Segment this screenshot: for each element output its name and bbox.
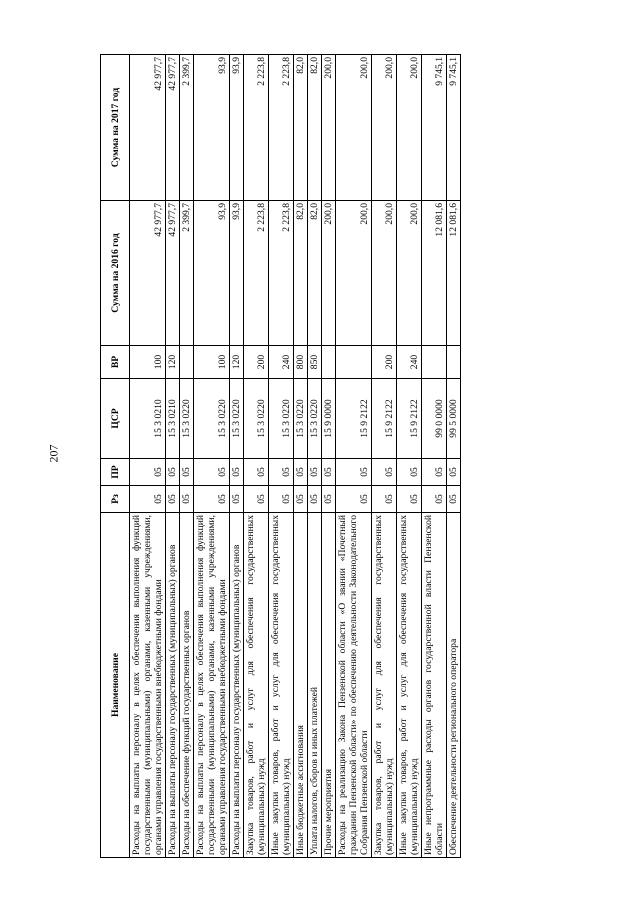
cell-pr: 05	[308, 459, 322, 486]
cell-vr: 100	[130, 346, 166, 379]
cell-pr: 05	[244, 459, 269, 486]
cell-sum-2016: 200,0	[372, 201, 397, 346]
cell-sum-2016: 2 223,8	[269, 201, 294, 346]
cell-name: Закупка товаров, работ и услуг для обеспечения государственных (муниципальных) нужд	[372, 513, 397, 858]
table-row	[397, 55, 422, 858]
cell-sum-2017: 42 977,7	[166, 55, 180, 201]
cell-csr: 15 3 0210	[166, 379, 180, 459]
cell-sum-2016: 82,0	[308, 201, 322, 346]
cell-csr: 99 0 0000	[422, 379, 447, 459]
cell-sum-2017: 82,0	[294, 55, 308, 201]
cell-name: Расходы на выплаты персоналу в целях обеспечения выполнения функций государственными (муниципальными) органами, казенными учреждениями, органами управления государственными внебюджетными фондами	[130, 513, 166, 858]
cell-sum-2017: 200,0	[397, 55, 422, 201]
cell-vr	[422, 346, 447, 379]
cell-vr	[180, 346, 194, 379]
cell-sum-2016: 200,0	[336, 201, 372, 346]
cell-pr: 05	[372, 459, 397, 486]
cell-csr: 15 3 0220	[230, 379, 244, 459]
table-row	[372, 55, 397, 858]
cell-rz: 05	[130, 486, 166, 513]
header-csr: ЦСР	[101, 379, 130, 459]
cell-name: Иные непрограммные расходы органов государственной власти Пензенской области	[422, 513, 447, 858]
cell-pr: 05	[422, 459, 447, 486]
header-pr: ПР	[101, 459, 130, 486]
cell-vr: 850	[308, 346, 322, 379]
cell-name: Расходы на выплаты персоналу в целях обеспечения выполнения функций государственными (муниципальными) органами, казенными учреждениями, органами управления государственными внебюджетными фондами	[194, 513, 230, 858]
cell-vr: 120	[166, 346, 180, 379]
table-row	[244, 55, 269, 858]
cell-csr: 15 9 2122	[336, 379, 372, 459]
table-row	[447, 55, 461, 858]
cell-sum-2016: 2 399,7	[180, 201, 194, 346]
cell-rz: 05	[397, 486, 422, 513]
cell-sum-2017: 9 745,1	[422, 55, 447, 201]
cell-rz: 05	[194, 486, 230, 513]
table-row	[336, 55, 372, 858]
table-row	[269, 55, 294, 858]
cell-name: Прочие мероприятия	[322, 513, 336, 858]
cell-name: Иные бюджетные ассигнования	[294, 513, 308, 858]
rotated-table-wrapper	[100, 55, 540, 858]
cell-csr: 99 5 0000	[447, 379, 461, 459]
cell-rz: 05	[308, 486, 322, 513]
cell-pr: 05	[447, 459, 461, 486]
cell-sum-2016: 2 223,8	[244, 201, 269, 346]
cell-sum-2016: 42 977,7	[166, 201, 180, 346]
cell-name: Уплата налогов, сборов и иных платежей	[308, 513, 322, 858]
cell-pr: 05	[166, 459, 180, 486]
cell-sum-2017: 93,9	[230, 55, 244, 201]
cell-csr: 15 3 0220	[180, 379, 194, 459]
cell-rz: 05	[372, 486, 397, 513]
cell-pr: 05	[230, 459, 244, 486]
cell-pr: 05	[269, 459, 294, 486]
cell-rz: 05	[294, 486, 308, 513]
table-header-row	[101, 55, 130, 858]
cell-vr: 200	[372, 346, 397, 379]
cell-vr	[447, 346, 461, 379]
cell-rz: 05	[230, 486, 244, 513]
cell-csr: 15 9 2122	[372, 379, 397, 459]
cell-vr: 240	[269, 346, 294, 379]
cell-csr: 15 9 2122	[397, 379, 422, 459]
cell-sum-2016: 12 081,6	[447, 201, 461, 346]
cell-vr	[322, 346, 336, 379]
cell-sum-2017: 9 745,1	[447, 55, 461, 201]
cell-name: Расходы на реализацию Закона Пензенской области «О звании «Почетный гражданин Пензенской области» по обеспечению деятельности Законодательного Собрания Пензенской области	[336, 513, 372, 858]
cell-rz: 05	[244, 486, 269, 513]
cell-rz: 05	[336, 486, 372, 513]
cell-sum-2017: 2 399,7	[180, 55, 194, 201]
cell-vr: 800	[294, 346, 308, 379]
cell-name: Обеспечение деятельности регионального оператора	[447, 513, 461, 858]
header-rz: Рз	[101, 486, 130, 513]
cell-rz: 05	[180, 486, 194, 513]
cell-pr: 05	[130, 459, 166, 486]
table-row	[308, 55, 322, 858]
rotated-table-container	[100, 55, 540, 858]
cell-vr: 120	[230, 346, 244, 379]
cell-sum-2017: 200,0	[322, 55, 336, 201]
cell-pr: 05	[322, 459, 336, 486]
cell-vr: 200	[244, 346, 269, 379]
cell-csr: 15 3 0220	[194, 379, 230, 459]
cell-pr: 05	[336, 459, 372, 486]
cell-sum-2016: 42 977,7	[130, 201, 166, 346]
cell-pr: 05	[397, 459, 422, 486]
cell-sum-2017: 93,9	[194, 55, 230, 201]
cell-sum-2016: 12 081,6	[422, 201, 447, 346]
cell-name: Иные закупки товаров, работ и услуг для обеспечения государственных (муниципальных) нужд	[269, 513, 294, 858]
cell-vr: 240	[397, 346, 422, 379]
cell-name: Расходы на обеспечение функций государственных органов	[180, 513, 194, 858]
page-number: 207	[46, 444, 61, 463]
table-body	[130, 55, 461, 858]
cell-sum-2017: 2 223,8	[269, 55, 294, 201]
cell-vr: 100	[194, 346, 230, 379]
table-row	[322, 55, 336, 858]
cell-sum-2017: 42 977,7	[130, 55, 166, 201]
cell-sum-2016: 200,0	[322, 201, 336, 346]
cell-rz: 05	[269, 486, 294, 513]
cell-sum-2016: 93,9	[230, 201, 244, 346]
cell-sum-2016: 200,0	[397, 201, 422, 346]
table-row	[294, 55, 308, 858]
cell-csr: 15 3 0220	[294, 379, 308, 459]
budget-table	[100, 54, 461, 858]
cell-vr	[336, 346, 372, 379]
cell-csr: 15 9 0000	[322, 379, 336, 459]
table-row	[194, 55, 230, 858]
table-row	[130, 55, 166, 858]
cell-sum-2016: 82,0	[294, 201, 308, 346]
table-row	[180, 55, 194, 858]
header-name: Наименование	[101, 513, 130, 858]
cell-rz: 05	[322, 486, 336, 513]
cell-sum-2017: 200,0	[336, 55, 372, 201]
cell-csr: 15 3 0220	[244, 379, 269, 459]
cell-pr: 05	[194, 459, 230, 486]
cell-rz: 05	[166, 486, 180, 513]
cell-sum-2017: 200,0	[372, 55, 397, 201]
table-row	[166, 55, 180, 858]
cell-name: Иные закупки товаров, работ и услуг для обеспечения государственных (муниципальных) нужд	[397, 513, 422, 858]
cell-sum-2017: 2 223,8	[244, 55, 269, 201]
cell-csr: 15 3 0210	[130, 379, 166, 459]
table-row	[230, 55, 244, 858]
header-sum-2017: Сумма на 2017 год	[101, 55, 130, 201]
header-sum-2016: Сумма на 2016 год	[101, 201, 130, 346]
cell-csr: 15 3 0220	[308, 379, 322, 459]
table-row	[422, 55, 447, 858]
cell-rz: 05	[422, 486, 447, 513]
cell-pr: 05	[294, 459, 308, 486]
cell-name: Расходы на выплаты персоналу государственных (муниципальных) органов	[166, 513, 180, 858]
cell-name: Закупка товаров, работ и услуг для обеспечения государственных (муниципальных) нужд	[244, 513, 269, 858]
cell-pr: 05	[180, 459, 194, 486]
cell-name: Расходы на выплаты персоналу государственных (муниципальных) органов	[230, 513, 244, 858]
header-vr: ВР	[101, 346, 130, 379]
cell-rz: 05	[447, 486, 461, 513]
cell-sum-2016: 93,9	[194, 201, 230, 346]
cell-sum-2017: 82,0	[308, 55, 322, 201]
cell-csr: 15 3 0220	[269, 379, 294, 459]
